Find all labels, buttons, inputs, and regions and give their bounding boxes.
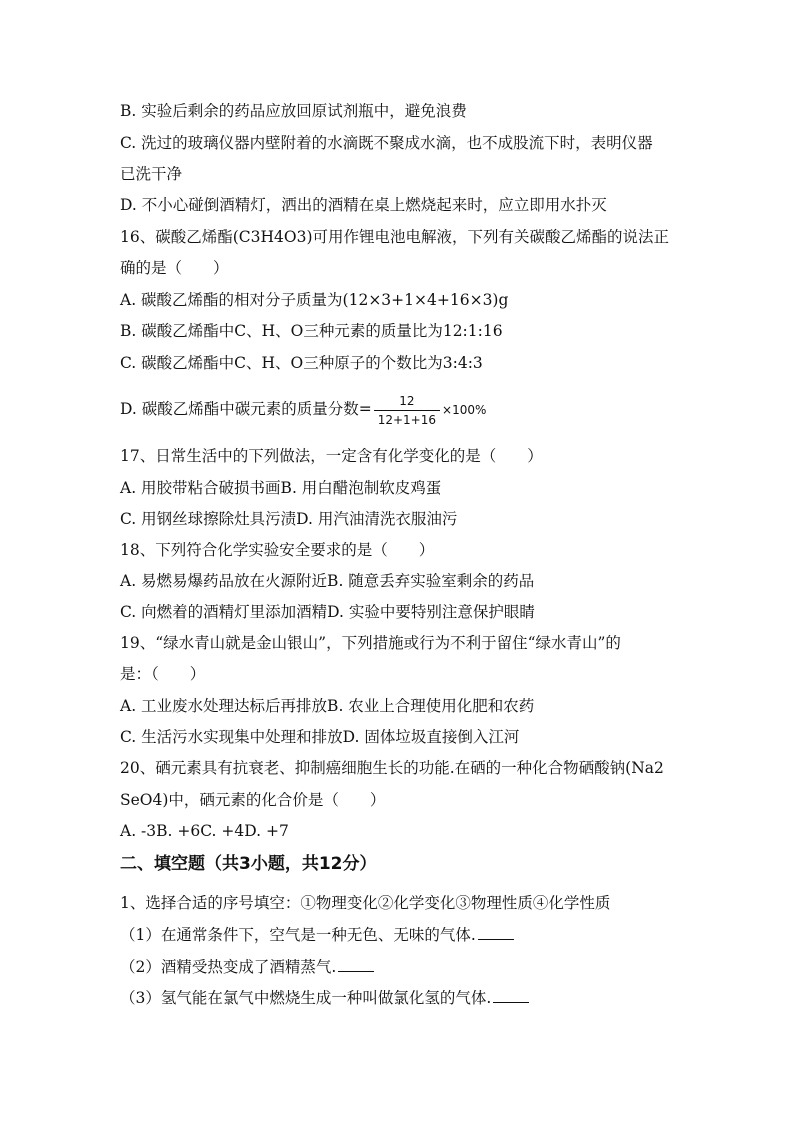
question-17-stem: 17、日常生活中的下列做法，一定含有化学变化的是（ ）	[120, 447, 543, 465]
answer-blank-3[interactable]	[493, 988, 529, 1003]
fill-item-1	[120, 925, 680, 945]
question-19-options-ab: A. 工业废水处理达标后再排放B. 农业上合理使用化肥和农药	[120, 697, 535, 715]
option-c-continued: 已洗干净	[120, 165, 183, 183]
option-b-text: B. 实验后剩余的药品应放回原试剂瓶中，避免浪费	[120, 102, 467, 120]
question-16-option-d	[120, 390, 680, 429]
mass-fraction	[374, 393, 440, 428]
question-16-stem: 16、碳酸乙烯酯(C3H4O3)可用作锂电池电解液，下列有关碳酸乙烯酯的说法正	[120, 228, 669, 246]
question-18-stem: 18、下列符合化学实验安全要求的是（ ）	[120, 541, 435, 559]
question-17-options-ab: A. 用胶带粘合破损书画B. 用白醋泡制软皮鸡蛋	[120, 479, 442, 497]
option-d-text: D. 不小心碰倒酒精灯，洒出的酒精在桌上燃烧起来时，应立即用水扑灭	[120, 196, 607, 214]
option-c-text: C. 洗过的玻璃仪器内壁附着的水滴既不聚成水滴，也不成股流下时，表明仪器	[120, 134, 653, 152]
answer-blank-2[interactable]	[338, 957, 374, 972]
question-19-options-cd: C. 生活污水实现集中处理和排放D. 固体垃圾直接倒入江河	[120, 728, 520, 746]
question-20-stem: 20、硒元素具有抗衰老、抑制癌细胞生长的功能.在硒的一种化合物硒酸钠(Na2	[120, 759, 664, 777]
question-18-options-ab: A. 易燃易爆药品放在火源附近B. 随意丢弃实验室剩余的药品	[120, 572, 535, 590]
question-16-stem-continued: 确的是（ ）	[120, 259, 229, 277]
fraction-numerator: 12	[399, 393, 415, 408]
section-heading: 二、填空题（共3小题，共12分）	[120, 854, 377, 874]
fill-item-2-text: （2）酒精受热变成了酒精蒸气.	[120, 958, 337, 976]
question-19-stem: 19、“绿水青山就是金山银山”，下列措施或行为不利于留住“绿水青山”的	[120, 634, 621, 652]
question-20-options: A. -3B. +6C. +4D. +7	[120, 822, 289, 840]
fill-item-3	[120, 988, 680, 1008]
fill-question-1-stem: 1、选择合适的序号填空：①物理变化②化学变化③物理性质④化学性质	[120, 894, 611, 912]
question-18-options-cd: C. 向燃着的酒精灯里添加酒精D. 实验中要特别注意保护眼睛	[120, 603, 535, 621]
question-19-stem-continued: 是：（ ）	[120, 665, 206, 683]
answer-blank-1[interactable]	[478, 925, 514, 940]
fraction-denominator: 12+1+16	[374, 410, 440, 428]
question-20-stem-continued: SeO4)中，硒元素的化合价是（ ）	[120, 791, 386, 809]
question-17-options-cd: C. 用钢丝球擦除灶具污渍D. 用汽油清洗衣服油污	[120, 510, 458, 528]
question-16-option-b: B. 碳酸乙烯酯中C、H、O三种元素的质量比为12:1:16	[120, 322, 503, 340]
option-d-prefix: D. 碳酸乙烯酯中碳元素的质量分数=	[120, 400, 372, 418]
fill-item-3-text: （3）氢气能在氯气中燃烧生成一种叫做氯化氢的气体.	[120, 989, 492, 1007]
option-d-suffix: ×100%	[442, 403, 487, 417]
fill-item-1-text: （1）在通常条件下，空气是一种无色、无味的气体.	[120, 926, 476, 944]
fill-item-2	[120, 957, 680, 977]
question-16-option-a: A. 碳酸乙烯酯的相对分子质量为(12×3+1×4+16×3)g	[120, 291, 509, 309]
question-16-option-c: C. 碳酸乙烯酯中C、H、O三种原子的个数比为3:4:3	[120, 354, 483, 372]
